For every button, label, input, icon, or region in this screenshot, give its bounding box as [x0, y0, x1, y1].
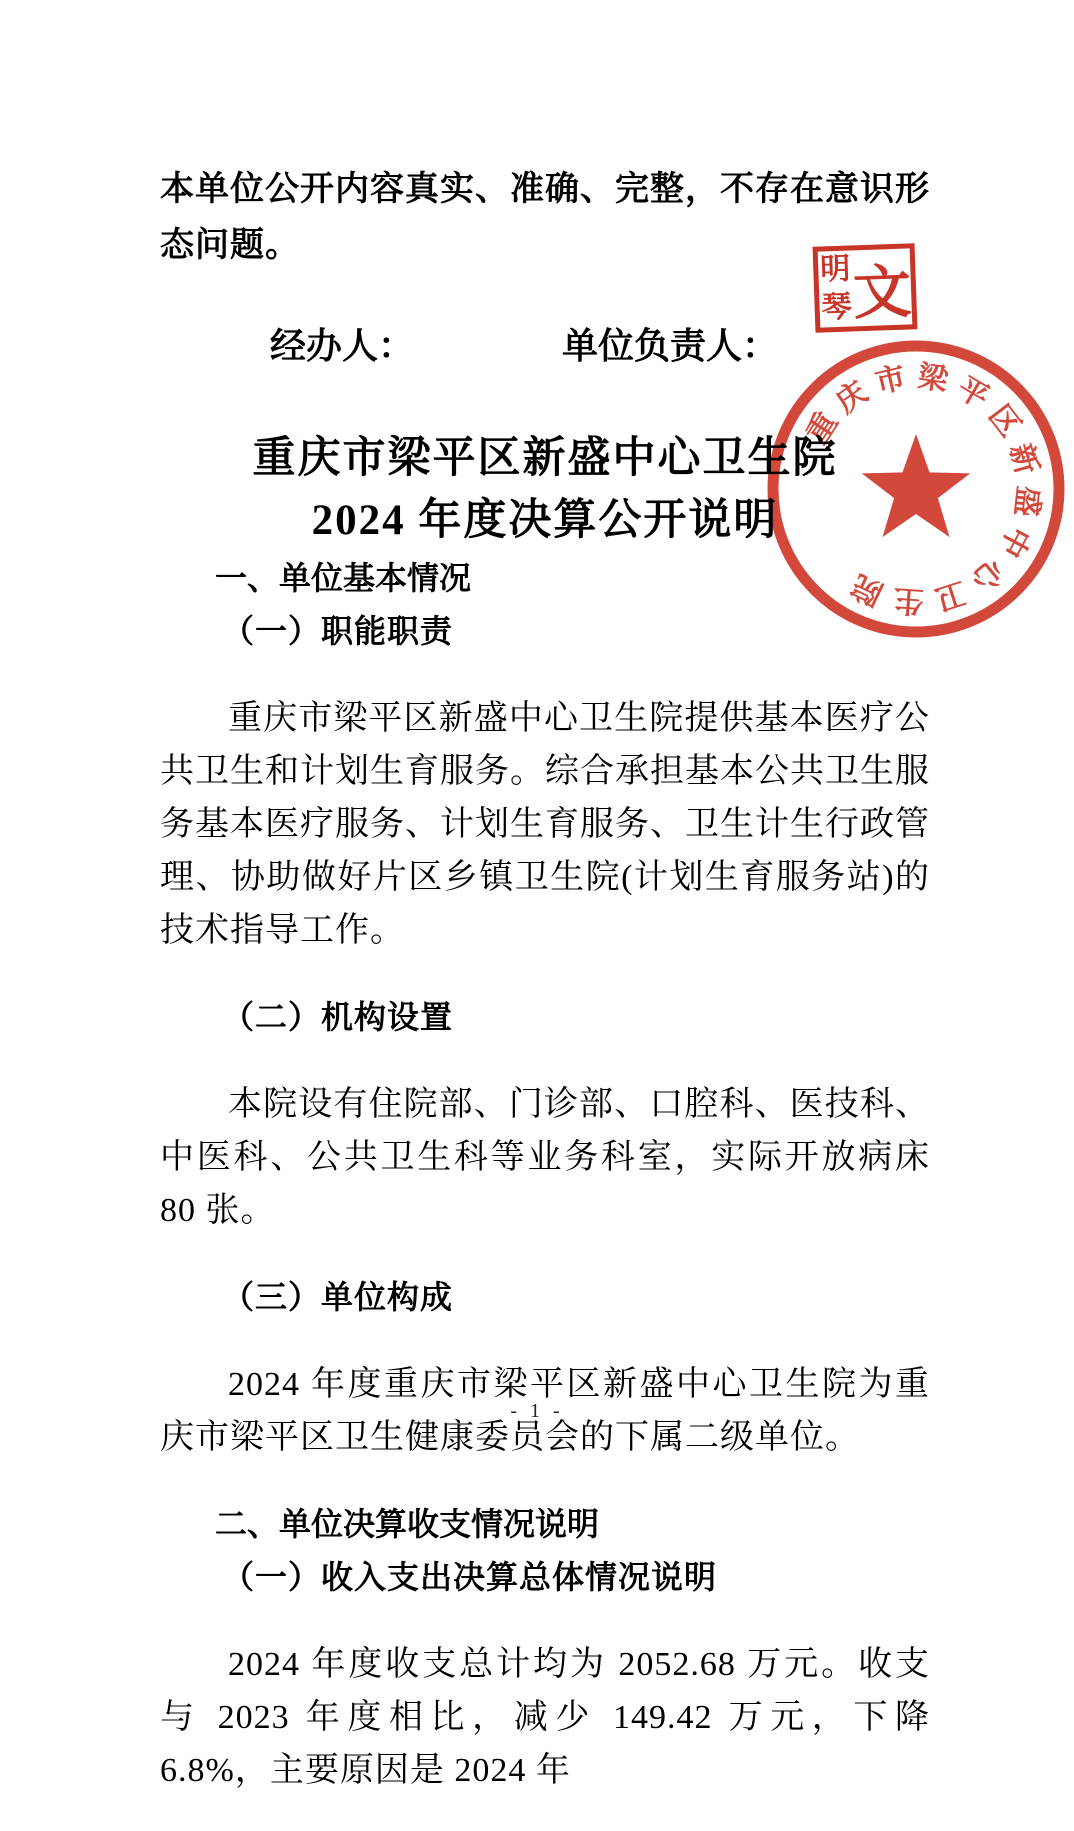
subsection-heading-1-3: （三）单位构成: [222, 1279, 454, 1315]
svg-text:卫: 卫: [931, 574, 970, 616]
document-body: [160, 552, 930, 1797]
section-heading-1: 一、单位基本情况: [215, 560, 472, 596]
svg-text:生: 生: [892, 582, 925, 618]
svg-text:平: 平: [951, 371, 995, 415]
svg-text:中: 中: [992, 520, 1036, 563]
document-title-line1: 重庆市梁平区新盛中心卫生院: [252, 435, 838, 482]
svg-text:区: 区: [982, 399, 1027, 444]
body-paragraph-unit-structure: 2024 年度重庆市梁平区新盛中心卫生院为重庆市梁平区卫生健康委员会的下属二级单位。: [160, 1366, 930, 1456]
body-paragraph-departments: 本院设有住院部、门诊部、口腔科、医技科、中医科、公共卫生科等业务科室，实际开放病床 80 张。: [160, 1086, 930, 1229]
name-seal-char-wen: 文: [852, 259, 913, 327]
subsection-heading-2-1: （一）收入支出决算总体情况说明: [222, 1559, 718, 1595]
body-paragraph-budget-summary: 2024 年度收支总计均为 2052.68 万元。收支与 2023 年度相比，减少 149.42 万元，下降 6.8%，主要原因是 2024 年: [160, 1646, 930, 1789]
declaration-paragraph: 本单位公开内容真实、准确、完整，不存在意识形态问题。: [160, 171, 930, 264]
svg-text:市: 市: [872, 360, 909, 400]
responsible-label: 单位负责人：: [562, 326, 779, 366]
subsection-heading-1-2: （二）机构设置: [222, 999, 454, 1035]
svg-text:院: 院: [846, 568, 889, 611]
name-seal-char-qin: 琴: [821, 290, 853, 325]
signature-gap: [414, 326, 562, 366]
svg-text:新: 新: [1003, 440, 1044, 478]
svg-text:盛: 盛: [1008, 484, 1045, 518]
page-number: - 1 -: [510, 1400, 564, 1422]
document-title-line2: 2024 年度决算公开说明: [311, 497, 779, 544]
svg-text:心: 心: [965, 552, 1010, 597]
document-title: [160, 428, 930, 552]
section-heading-2: 二、单位决算收支情况说明: [215, 1506, 600, 1542]
body-paragraph-functions: 重庆市梁平区新盛中心卫生院提供基本医疗公共卫生和计划生育服务。综合承担基本公共卫生服务基本医疗服务、计划生育服务、卫生计生行政管理、协助做好片区乡镇卫生院(计划生育服务站)的技术指导工作。: [160, 700, 930, 949]
handler-label: 经办人：: [270, 326, 415, 366]
subsection-heading-1-1: （一）职能职责: [222, 613, 454, 649]
document-content: [160, 128, 930, 1831]
name-seal-char-ming: 明: [819, 252, 851, 287]
svg-text:庆: 庆: [830, 375, 874, 420]
svg-text:梁: 梁: [915, 360, 951, 398]
signature-row: [270, 326, 930, 366]
svg-text:重: 重: [800, 406, 845, 450]
